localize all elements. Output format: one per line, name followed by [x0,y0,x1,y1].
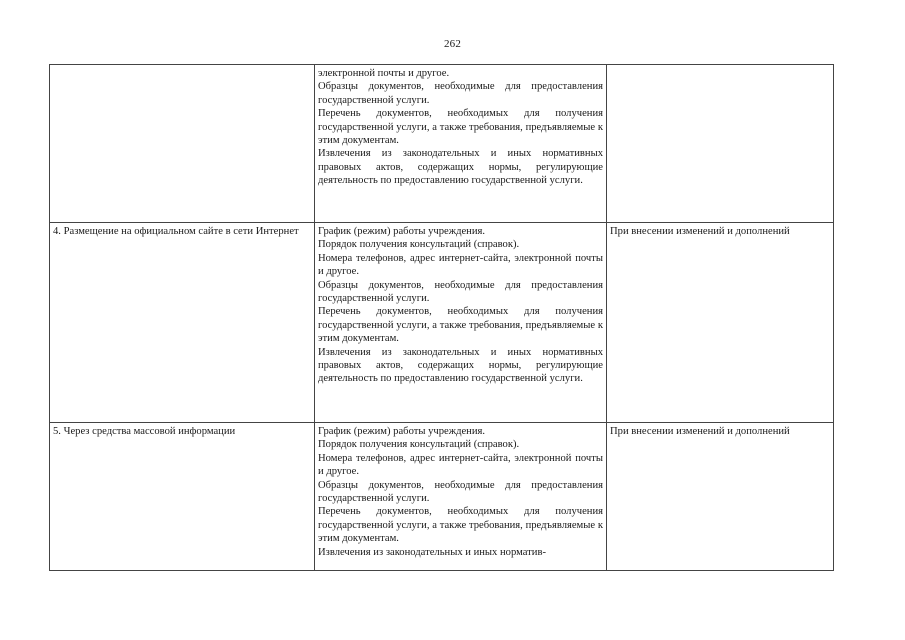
info-paragraph: электронной почты и другое. [318,68,450,79]
table-row [50,423,834,571]
info-paragraph: Перечень документов, необходимых для получения государственной услуги, а также требования, предъявляемые к этим документам. [318,306,603,345]
info-paragraph: График (режим) работы учреждения. [318,426,486,437]
frequency-cell [607,65,834,223]
info-paragraph: График (режим) работы учреждения. [318,226,486,237]
info-cell [315,223,607,423]
info-paragraph: Перечень документов, необходимых для получения государственной услуги, а также требования, предъявляемые к этим документам. [318,506,603,545]
info-paragraph: Образцы документов, необходимые для предоставления государственной услуги. [318,279,603,305]
info-paragraph: Порядок получения консультаций (справок). [318,239,520,251]
info-cell [315,65,607,223]
info-paragraph: Извлечения из законодательных и иных нормативных правовых актов, содержащих нормы, регулирующие деятельность по предоставлению государственной услуги. [318,148,603,187]
frequency-text: При внесении изменений и дополнений [610,226,790,237]
info-paragraph: Образцы документов, необходимые для предоставления государственной услуги. [318,479,603,505]
info-paragraph: Извлечения из законодательных и иных норматив- [318,546,546,558]
frequency-text: При внесении изменений и дополнений [610,426,790,437]
info-paragraph: Образцы документов, необходимые для предоставления государственной услуги. [318,81,603,106]
info-paragraph: Номера телефонов, адрес интернет-сайта, электронной почты и другое. [318,252,603,278]
table-row [50,65,834,223]
page-number: 262 [443,38,462,50]
info-paragraph: Перечень документов, необходимых для получения государственной услуги, а также требования, предъявляемые к этим документам. [318,108,603,147]
frequency-cell [607,223,834,423]
method-text: 4. Размещение на официальном сайте в сети Интернет [53,226,299,237]
info-paragraph: Порядок получения консультаций (справок). [318,439,520,451]
method-cell [50,423,315,571]
method-cell [50,223,315,423]
info-table [49,64,834,571]
info-paragraph: Номера телефонов, адрес интернет-сайта, электронной почты и другое. [318,452,603,478]
frequency-cell [607,423,834,571]
method-cell [50,65,315,223]
info-cell [315,423,607,571]
info-paragraph: Извлечения из законодательных и иных нормативных правовых актов, содержащих нормы, регулирующие деятельность по предоставлению государственной услуги. [318,346,603,385]
table-row [50,223,834,423]
method-text: 5. Через средства массовой информации [53,426,236,437]
